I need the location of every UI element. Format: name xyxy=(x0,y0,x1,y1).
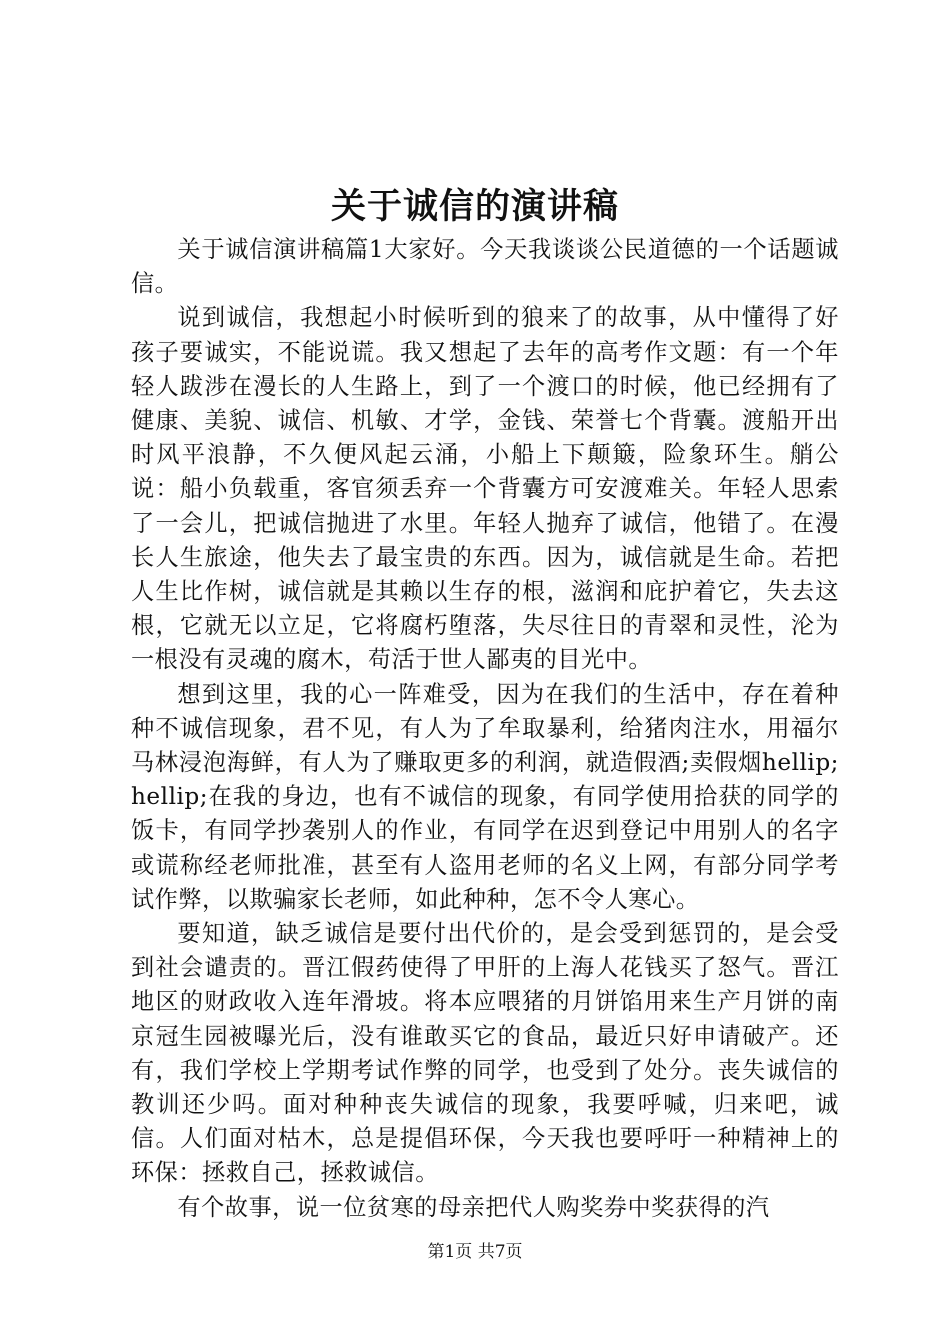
paragraph-2: 说到诚信，我想起小时候听到的狼来了的故事，从中懂得了好孩子要诚实，不能说谎。我又想起了去年的高考作文题：有一个年轻人跋涉在漫长的人生路上，到了一个渡口的时候，他已经拥有了健康、美貌、诚信、机敏、才学，金钱、荣誉七个背囊。渡船开出时风平浪静，不久便风起云涌，小船上下颠簸，险象环生。艄公说：船小负载重，客官须丢弃一个背囊方可安渡难关。年轻人思索了一会儿，把诚信抛进了水里。年轻人抛弃了诚信，他错了。在漫长人生旅途，他失去了最宝贵的东西。因为，诚信就是生命。若把人生比作树，诚信就是其赖以生存的根，滋润和庇护着它，失去这根，它就无以立足，它将腐朽堕落，失尽往日的青翠和灵性，沦为一根没有灵魂的腐木，苟活于世人鄙夷的目光中。 xyxy=(131,304,839,674)
paragraph-3: 想到这里，我的心一阵难受，因为在我们的生活中，存在着种种不诚信现象，君不见，有人为了牟取暴利，给猪肉注水，用福尔马林浸泡海鲜，有人为了赚取更多的利润，就造假酒;卖假烟hellip;hellip;在我的身边，也有不诚信的现象，有同学使用拾获的同学的饭卡，有同学抄袭别人的作业，有同学在迟到登记中用别人的名字或谎称经老师批准，甚至有人盗用老师的名义上网，有部分同学考试作弊，以欺骗家长老师，如此种种，怎不令人寒心。 xyxy=(131,680,839,913)
paragraph-5: 有个故事，说一位贫寒的母亲把代人购奖券中奖获得的汽 xyxy=(177,1193,770,1221)
paragraph-1: 关于诚信演讲稿篇1大家好。今天我谈谈公民道德的一个话题诚信。 xyxy=(131,236,839,298)
page-number-footer: 第1页 共7页 xyxy=(427,1242,523,1262)
paragraph-4: 要知道，缺乏诚信是要付出代价的，是会受到惩罚的，是会受到社会谴责的。晋江假药使得了甲肝的上海人花钱买了怒气。晋江地区的财政收入连年滑坡。将本应喂猪的月饼馅用来生产月饼的南京冠生园被曝光后，没有谁敢买它的食品，最近只好申请破产。还有，我们学校上学期考试作弊的同学，也受到了处分。丧失诚信的教训还少吗。面对种种丧失诚信的现象，我要呼喊，归来吧，诚信。人们面对枯木，总是提倡环保，今天我也要呼吁一种精神上的环保：拯救自己，拯救诚信。 xyxy=(131,920,839,1187)
document-body xyxy=(131,233,839,1225)
document-title: 关于诚信的演讲稿 xyxy=(330,186,619,227)
